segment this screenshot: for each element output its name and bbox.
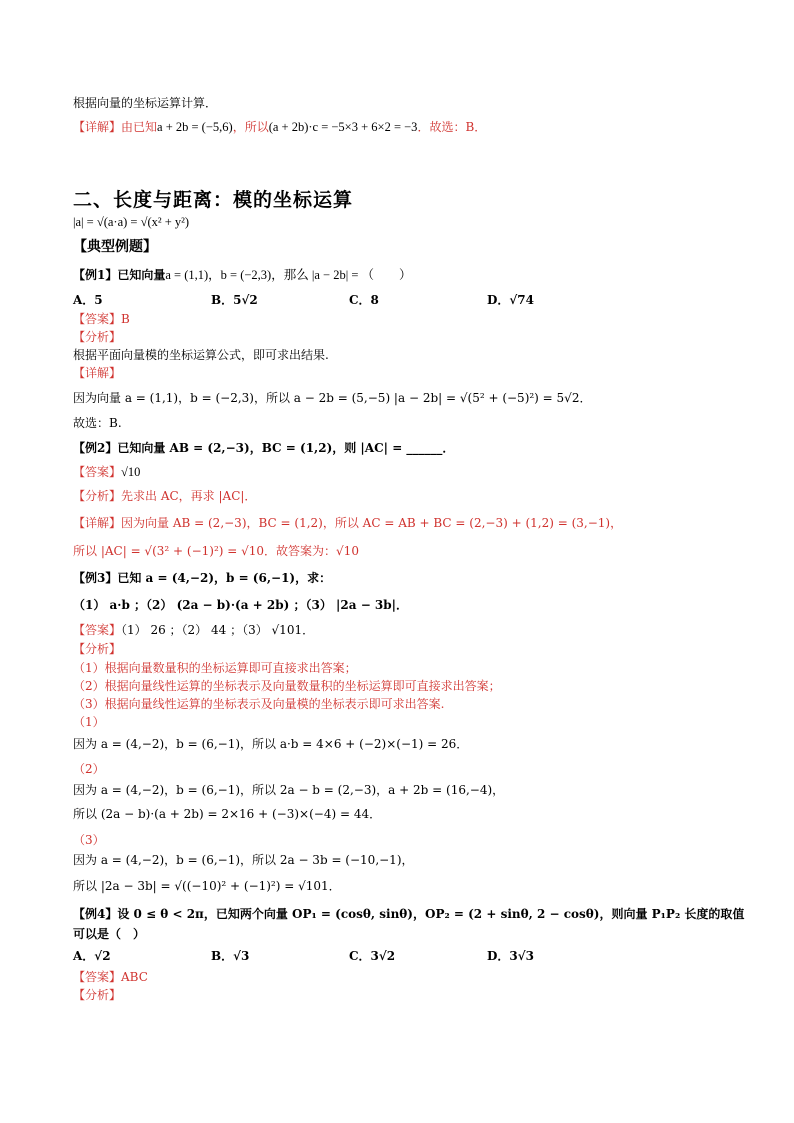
- answer-label: 【答案】: [73, 623, 122, 637]
- choice-c: C．8: [349, 293, 379, 307]
- ex1-analysis-label: 【分析】: [73, 330, 122, 344]
- ex3-p3-label: （3）: [73, 833, 105, 847]
- intro-detail-line: [73, 118, 486, 136]
- ex4-choices: [73, 947, 713, 965]
- ex3-analysis-line-2: （2）根据向量线性运算的坐标表示及向量数量积的坐标运算即可直接求出答案；: [73, 679, 501, 693]
- ex4-answer: [73, 968, 148, 986]
- ex4-analysis-label: 【分析】: [73, 988, 122, 1002]
- answer-value: B: [121, 312, 130, 326]
- detail-label: 【详解】: [73, 516, 122, 530]
- ex3-p2a: 因为 a = (4,−2)，b = (6,−1)，所以 2a − b = (2,−3)，a + 2b = (16,−4)，: [73, 783, 505, 797]
- choice-b: B．5√2: [211, 293, 258, 307]
- text: 已知向量 AB = (2,−3)，BC = (1,2)，则 |AC| = ______．: [117, 441, 455, 455]
- ex1-detail-label: 【详解】: [73, 366, 122, 380]
- ex3-label: 【例3】: [73, 571, 118, 585]
- answer-label: 【答案】: [73, 970, 122, 984]
- ex3-analysis-label: 【分析】: [73, 642, 122, 656]
- answer-value: （1） 26 ；（2） 44 ；（3） √101．: [121, 623, 315, 637]
- ex3-p2b: 所以 (2a − b)·(a + 2b) = 2×16 + (−3)×(−4) = 44．: [73, 807, 382, 821]
- answer-label: 【答案】: [73, 312, 122, 326]
- formula: a = (1,1)，b = (−2,3)，那么 |a − 2b| = （ ）: [165, 268, 412, 282]
- ex1-choices: [73, 291, 713, 309]
- ex4-question: [73, 905, 744, 923]
- answer-label: 【答案】: [73, 465, 122, 479]
- ex2-question: [73, 439, 454, 457]
- formula: (a + 2b)·c = −5×3 + 6×2 = −3: [268, 120, 418, 134]
- ex1-analysis: 根据平面向量模的坐标运算公式，即可求出结果.: [73, 348, 329, 362]
- ex2-detail2: 所以 |AC| = √(3² + (−1)²) = √10．故答案为：√10: [73, 544, 359, 558]
- section-formula: |a| = √(a·a) = √(x² + y²): [73, 215, 190, 229]
- choice-c: C．3√2: [349, 949, 396, 963]
- ex3-p2-label: （2）: [73, 762, 105, 776]
- text: 已知向量: [117, 268, 166, 282]
- ex3-analysis-line-3: （3）根据向量线性运算的坐标表示及向量模的坐标表示即可求出答案.: [73, 697, 445, 711]
- ex1-answer: [73, 310, 130, 328]
- answer-value: √10: [121, 465, 141, 479]
- ex1-detail: 因为向量 a = (1,1)，b = (−2,3)，所以 a − 2b = (5,−5) |a − 2b| = √(5² + (−5)²) = 5√2．: [73, 391, 592, 405]
- analysis-label: 【分析】: [73, 489, 122, 503]
- text: ．故选：B．: [417, 120, 487, 134]
- ex3-p1: 因为 a = (4,−2)，b = (6,−1)，所以 a·b = 4×6 + (−2)×(−1) = 26．: [73, 737, 469, 751]
- choice-a: A．√2: [73, 949, 111, 963]
- ex4-question2: 可以是（ ）: [73, 927, 146, 941]
- ex3-answer: [73, 621, 314, 639]
- ex2-detail: [73, 514, 622, 532]
- ex3-p1-label: （1）: [73, 715, 105, 729]
- typical-heading: 【典型例题】: [73, 239, 157, 255]
- ex2-label: 【例2】: [73, 441, 118, 455]
- text: 设 0 ≤ θ < 2π，已知两个向量 OP₁ = (cosθ, sinθ)，OP₂ = (2 + sinθ, 2 − cosθ)，则向量 P₁P₂ 长度的取值: [117, 907, 745, 921]
- answer-value: ABC: [121, 970, 148, 984]
- ex3-p3a: 因为 a = (4,−2)，b = (6,−1)，所以 2a − 3b = (−10,−1)，: [73, 853, 414, 867]
- ex3-parts: （1） a·b ；（2） (2a − b)·(a + 2b) ；（3） |2a − 3b|．: [73, 598, 409, 612]
- ex4-label: 【例4】: [73, 907, 118, 921]
- text: 已知 a = (4,−2)，b = (6,−1)，求：: [117, 571, 332, 585]
- ex1-question: [73, 266, 412, 284]
- text: ，所以: [232, 120, 269, 134]
- choice-a: A．5: [73, 293, 103, 307]
- ex1-choose: 故选：B.: [73, 416, 122, 430]
- choice-d: D．√74: [487, 293, 534, 307]
- ex2-answer: [73, 463, 140, 481]
- detail-label: 【详解】: [73, 120, 122, 134]
- section-title: 二、长度与距离：模的坐标运算: [73, 189, 354, 211]
- detail-text: 因为向量 AB = (2,−3)，BC = (1,2)，所以 AC = AB + BC = (2,−3) + (1,2) = (3,−1)，: [121, 516, 623, 530]
- formula: a + 2b = (−5,6): [157, 120, 233, 134]
- analysis-text: 先求出 AC，再求 |AC|．: [121, 489, 257, 503]
- ex3-analysis-line-1: （1）根据向量数量积的坐标运算即可直接求出答案；: [73, 661, 357, 675]
- ex3-p3b: 所以 |2a − 3b| = √((−10)² + (−1)²) = √101．: [73, 879, 341, 893]
- ex3-question: [73, 569, 331, 587]
- choice-d: D．3√3: [487, 949, 534, 963]
- detail-text: 由已知: [121, 120, 158, 134]
- choice-b: B．√3: [211, 949, 250, 963]
- intro-text: 根据向量的坐标运算计算．: [73, 96, 218, 110]
- ex1-label: 【例1】: [73, 268, 118, 282]
- ex2-analysis: [73, 487, 256, 505]
